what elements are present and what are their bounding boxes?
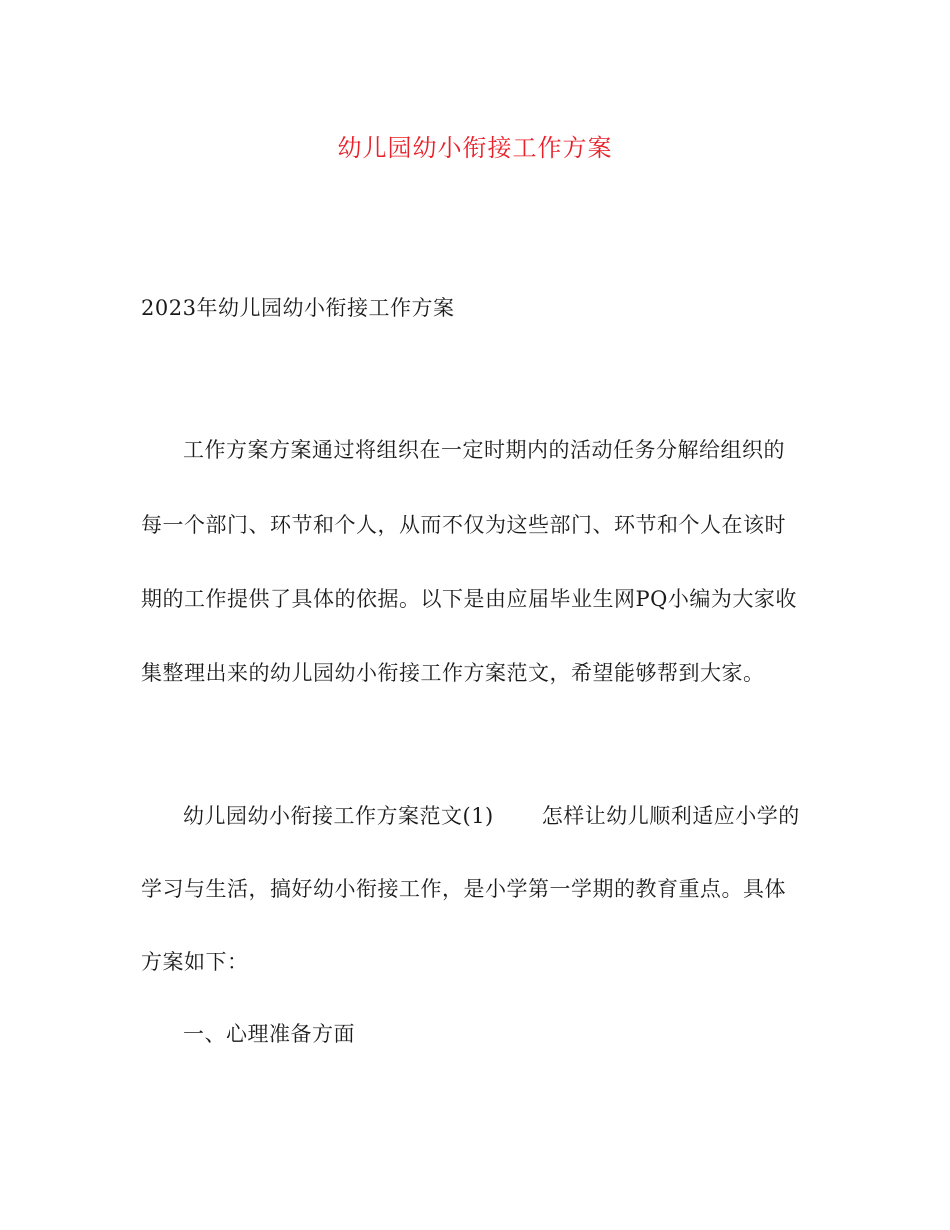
sample-line-1: 怎样让幼儿顺利适应小学的: [541, 804, 800, 828]
sample-line-3: 方案如下：: [141, 950, 249, 974]
intro-line-2: 每一个部门、环节和个人，从而不仅为这些部门、环节和个人在该时: [141, 513, 786, 537]
section-heading: 一、心理准备方面: [183, 1022, 355, 1046]
sample-paragraph-first-line: [183, 800, 800, 832]
document-subtitle: 2023年幼儿园幼小衔接工作方案: [141, 296, 455, 320]
sample-line-2: 学习与生活，搞好幼小衔接工作，是小学第一学期的教育重点。具体: [141, 877, 786, 901]
intro-line-4: 集整理出来的幼儿园幼小衔接工作方案范文，希望能够帮到大家。: [141, 661, 765, 685]
intro-line-1: 工作方案方案通过将组织在一定时期内的活动任务分解给组织的: [183, 438, 785, 462]
document-title: 幼儿园幼小衔接工作方案: [337, 134, 613, 162]
intro-line-3: 期的工作提供了具体的依据。以下是由应届毕业生网PQ小编为大家收: [141, 587, 797, 611]
sample-heading: 幼儿园幼小衔接工作方案范文(1): [183, 804, 494, 828]
